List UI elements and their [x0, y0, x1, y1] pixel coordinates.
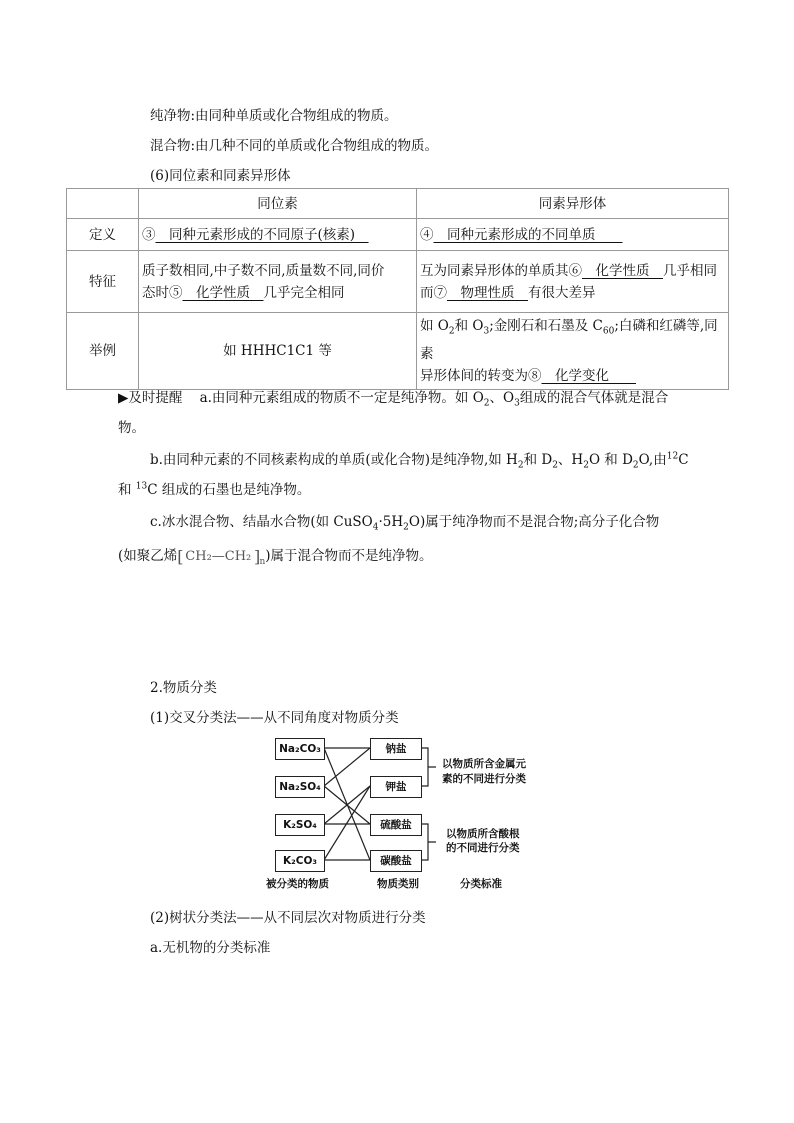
tree-classification-title: (2)树状分类法——从不同层次对物质进行分类 — [150, 910, 426, 926]
subscript: 2 — [517, 460, 524, 471]
note-text: a.由同种元素组成的物质不一定是纯净物。如 O — [199, 390, 484, 406]
allotrope-feature-text: 几乎相同 — [663, 262, 717, 279]
substance-box: K₂SO₄ — [275, 814, 325, 836]
allotrope-example-answer: 化学变化 — [541, 367, 636, 384]
note-b-line2 — [118, 478, 310, 498]
note-a-line2: 物。 — [118, 420, 145, 436]
footer-substances: 被分类的物质 — [266, 878, 329, 890]
brace-metal — [422, 748, 436, 786]
note-text: )属于混合物而不是纯净物。 — [265, 548, 433, 564]
subscript: 2 — [483, 398, 490, 409]
allotrope-definition-cell — [417, 219, 729, 251]
note-text: c.冰水混合物、结晶水合物(如 CuSO — [150, 514, 373, 530]
allotrope-feature-cell — [417, 251, 729, 313]
footer-criteria: 分类标准 — [460, 878, 502, 890]
superscript: 13 — [135, 481, 148, 492]
note-a — [118, 386, 668, 409]
note-b — [150, 448, 689, 471]
note-c-line2 — [118, 544, 433, 567]
header-isotope: 同位素 — [139, 189, 417, 219]
criterion-acid-line1: 以物质所含酸根 — [446, 828, 520, 840]
isotope-feature-answer: 化学性质 — [182, 284, 264, 301]
criterion-metal-line2: 素的不同进行分类 — [442, 773, 526, 785]
note-text: C — [678, 452, 689, 468]
row-label-definition: 定义 — [67, 219, 139, 251]
allotrope-example-text: ;金刚石和石墨及 C — [489, 318, 603, 334]
criterion-acid-line2: 的不同进行分类 — [446, 842, 520, 854]
subscript: 2 — [552, 460, 558, 471]
subscript: 2 — [583, 460, 589, 471]
isotope-allotrope-table — [66, 188, 729, 390]
allotrope-example-text: ;白磷和红磷等,同素 — [420, 318, 718, 362]
substance-box: Na₂SO₄ — [275, 776, 325, 798]
polymer-n: n — [259, 557, 266, 567]
table-corner-cell — [67, 189, 139, 219]
pure-substance-definition: 纯净物:由同种单质或化合物组成的物质。 — [150, 108, 398, 124]
note-text: O,由 — [638, 452, 667, 468]
brace-acid — [422, 824, 436, 860]
cross-classification-title: (1)交叉分类法——从不同角度对物质分类 — [150, 710, 399, 726]
subscript: 3 — [514, 398, 520, 409]
reminder-label: ▶及时提醒 — [118, 390, 183, 406]
note-text: 和 — [118, 482, 132, 498]
substance-box: Na₂CO₃ — [275, 738, 325, 760]
bracket-left: [ — [177, 547, 184, 566]
note-text: 组成的混合气体就是混合 — [519, 390, 669, 406]
allotrope-feature-answer: 物理性质 — [447, 284, 528, 301]
bracket-right: ] — [254, 547, 261, 566]
note-text: b.由同种元素的不同核素构成的单质(或化合物)是纯净物,如 H — [150, 452, 518, 468]
section-6-title: (6)同位素和同素异形体 — [150, 168, 291, 184]
isotope-definition-cell — [139, 219, 417, 251]
superscript: 12 — [666, 451, 679, 462]
isotope-feature-text: 几乎完全相同 — [263, 284, 345, 301]
circled-number: ④ — [420, 226, 434, 243]
note-text: O 和 D — [588, 452, 633, 468]
link-na2co3-carbonate — [324, 748, 370, 860]
allotrope-feature-text: 而⑦ — [420, 284, 447, 301]
note-text: 、H — [557, 452, 584, 468]
category-box: 硫酸盐 — [370, 814, 422, 836]
link-k2co3-potassium — [324, 786, 370, 860]
inorganic-criteria-title: a.无机物的分类标准 — [150, 940, 271, 956]
isotope-feature-text: 态时⑤ — [142, 284, 183, 301]
table-header-row — [67, 189, 729, 219]
allotrope-feature-text: 有很大差异 — [528, 284, 596, 301]
subscript: 2 — [403, 522, 409, 533]
subscript: 4 — [372, 522, 379, 533]
category-box: 钠盐 — [370, 738, 422, 760]
row-label-example: 举例 — [67, 313, 139, 390]
category-box: 钾盐 — [370, 776, 422, 798]
allotrope-example-text: 如 O — [420, 318, 449, 334]
isotope-definition-answer: 同种元素形成的不同原子(核素) — [155, 226, 369, 243]
note-text: ·5H — [378, 514, 404, 530]
note-text: 和 D — [523, 452, 553, 468]
row-label-feature: 特征 — [67, 251, 139, 313]
isotope-feature-cell — [139, 251, 417, 313]
substance-box: K₂CO₃ — [275, 850, 325, 872]
subscript: 2 — [448, 326, 455, 337]
note-text: C 组成的石墨也是纯净物。 — [147, 482, 311, 498]
mixture-definition: 混合物:由几种不同的单质或化合物组成的物质。 — [150, 138, 439, 154]
footer-categories: 物质类别 — [377, 878, 419, 890]
note-text: O)属于纯净物而不是混合物;高分子化合物 — [408, 514, 660, 530]
subscript: 3 — [483, 326, 490, 337]
subscript: 2 — [632, 460, 639, 471]
subscript: 60 — [602, 326, 615, 337]
table-row-example — [67, 313, 729, 390]
isotope-example-cell: 如 HHHC1C1 等 — [139, 313, 417, 390]
criterion-metal-line1: 以物质所含金属元 — [442, 758, 526, 770]
note-text: 、O — [489, 390, 515, 406]
header-allotrope: 同素异形体 — [417, 189, 729, 219]
allotrope-example-text: 异形体间的转变为⑧ — [420, 367, 542, 384]
table-row-definition — [67, 219, 729, 251]
allotrope-definition-answer: 同种元素形成的不同单质 — [433, 226, 623, 243]
polymer-unit: CH₂—CH₂ — [185, 549, 252, 564]
allotrope-feature-text: 互为同素异形体的单质其⑥ — [420, 262, 582, 279]
section-2-title: 2.物质分类 — [150, 680, 217, 696]
allotrope-example-text: 和 O — [454, 318, 484, 334]
isotope-feature-text: 质子数相同,中子数不同,质量数不同,同价 — [142, 262, 385, 279]
polyethylene-formula — [177, 547, 266, 567]
allotrope-example-cell — [417, 313, 729, 390]
note-c — [150, 510, 659, 533]
note-text: (如聚乙烯 — [118, 548, 178, 564]
table-row-feature — [67, 251, 729, 313]
circled-number: ③ — [142, 226, 156, 243]
category-box: 碳酸盐 — [370, 850, 422, 872]
allotrope-feature-answer: 化学性质 — [582, 262, 663, 279]
link-na2so4-sodium — [324, 748, 370, 786]
